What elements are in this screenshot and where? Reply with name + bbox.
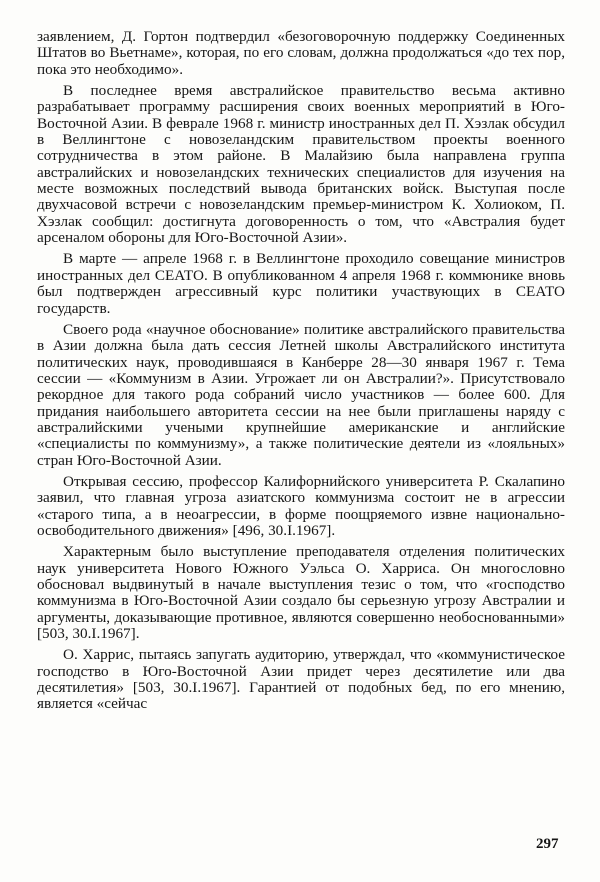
- text-column: [37, 29, 565, 718]
- page-number: 297: [536, 836, 559, 852]
- paragraph-seato-meeting: В марте — апреле 1968 г. в Веллингтоне проходило совещание министров иностранных дел СЕАТО. В опубликованном 4 апреля 1968 г. коммюнике вновь был подтвержден агрессивный курс политики участвующих в СЕАТО государств.: [37, 250, 565, 317]
- paragraph-summer-school: Своего рода «научное обоснование» политике австралийского правительства в Азии должна была дать сессия Летней школы Австралийского института политических наук, проводившаяся в Канберре 28—30 января 1967 г. Тема сессии — «Коммунизм в Азии. Угрожает ли он Австралии?». Присутствовало рекордное для такого рода собраний число участников — более 600. Для придания наибольшего авторитета сессии на нее были приглашены наряду с австралийскими учеными крупнейшие американские и английские «специалисты по коммунизму», а также политические деятели из «лояльных» стран Юго-Восточной Азии.: [37, 320, 565, 469]
- paragraph-harris-speech: Характерным было выступление преподавателя отделения политических наук университета Нового Южного Уэльса О. Харриса. Он многословно обосновал выдвинутый в начале выступления тезис о том, что «господство коммунизма в Юго-Восточной Азии создало бы серьезную угрозу Австралии и аргументы, доказывающие противное, являются совершенно необоснованными» [503, 30.I.1967].: [37, 543, 565, 643]
- paragraph-military-program: В последнее время австралийское правительство весьма активно разрабатывает программу расширения своих военных мероприятий в Юго-Восточной Азии. В феврале 1968 г. министр иностранных дел П. Хэзлак обсудил в Веллингтоне с новозеландским правительством проекты военного сотрудничества в этом районе. В Малайзию была направлена группа австралийских и новозеландских технических специалистов для изучения на месте возможных последствий вывода британских войск. Выступая после двухчасовой встречи с новозеландским премьер-министром К. Холиоком, П. Хэзлак сообщил: достигнута договоренность о том, что «Австралия будет арсеналом обороны для Юго-Восточной Азии».: [37, 82, 565, 247]
- paragraph-harris-claims: О. Харрис, пытаясь запугать аудиторию, утверждал, что «коммунистическое господство в Юго-Восточной Азии придет через десятилетие или два десятилетия» [503, 30.I.1967]. Гарантией от подобных бед, по его мнению, является «сейчас: [37, 646, 565, 713]
- paragraph-continued-statement: заявлением, Д. Гортон подтвердил «безоговорочную поддержку Соединенных Штатов во Вьетнаме», которая, по его словам, должна продолжаться «до тех пор, пока это необходимо».: [37, 28, 565, 78]
- paragraph-scalapino: Открывая сессию, профессор Калифорнийского университета Р. Скалапино заявил, что главная угроза азиатского коммунизма состоит не в агрессии «старого типа, а в неоагрессии, в форме поощряемого извне национально-освободительного движения» [496, 30.I.1967].: [37, 472, 565, 539]
